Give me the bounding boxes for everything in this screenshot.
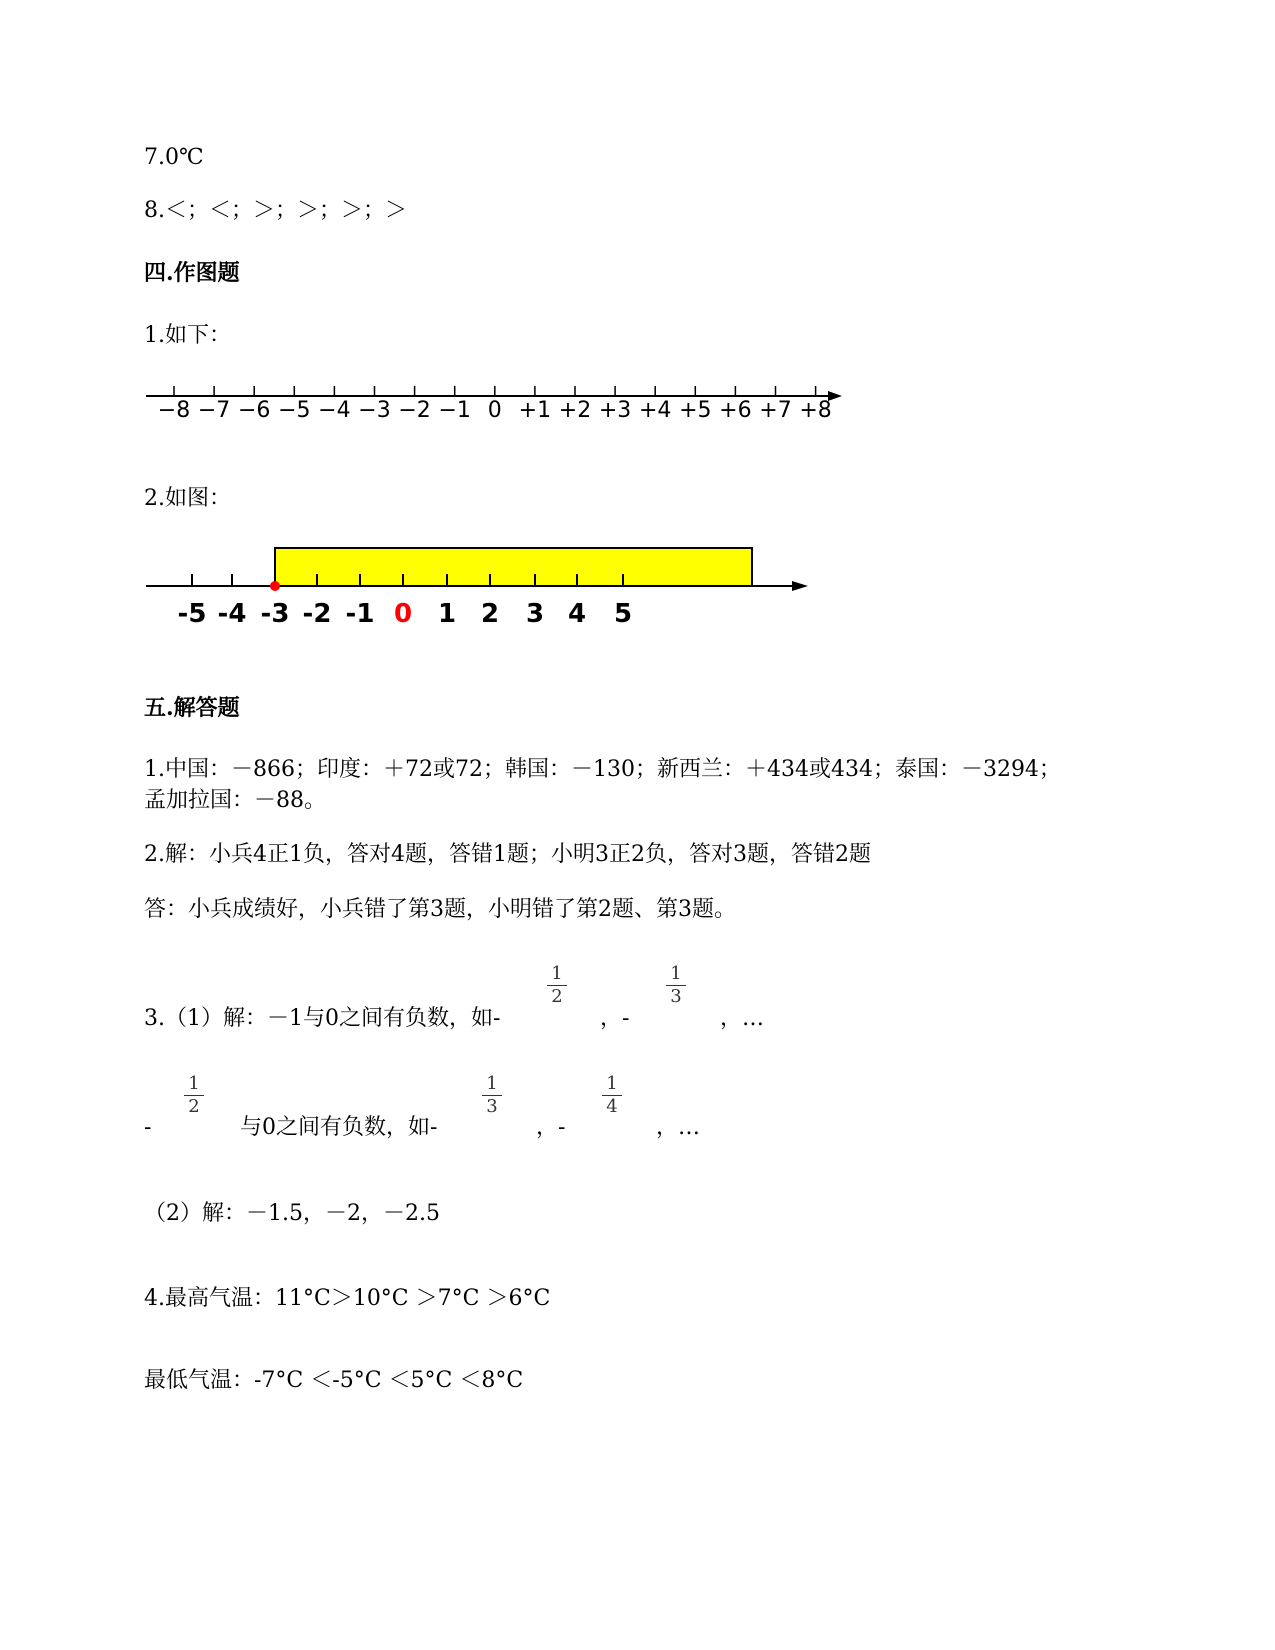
tick-label: −8 bbox=[157, 398, 191, 423]
s4-q2-label: 2.如图： bbox=[144, 486, 231, 511]
tick-label: −4 bbox=[318, 398, 351, 423]
fraction-1-2 bbox=[545, 964, 569, 1007]
tick-label: -5 bbox=[177, 599, 207, 629]
fraction-denominator: 2 bbox=[188, 1096, 200, 1117]
fraction-numerator: 1 bbox=[188, 1073, 200, 1094]
answer-8: 8.＜；＜；＞；＞；＞；＞ bbox=[144, 198, 407, 223]
tick-label: 2 bbox=[480, 599, 500, 629]
highlight-box bbox=[275, 548, 752, 586]
tick-label: +7 bbox=[759, 398, 792, 423]
answer-7: 7.0℃ bbox=[144, 145, 204, 170]
s5-q3-1b-sep: ，- bbox=[536, 1115, 566, 1140]
s5-q3-1-prefix: 3.（1）解：－1与0之间有负数，如- bbox=[144, 1006, 501, 1031]
fraction-numerator: 1 bbox=[606, 1073, 618, 1094]
marked-point bbox=[270, 581, 280, 591]
number-line-1 bbox=[140, 376, 850, 428]
tick-label: -2 bbox=[302, 599, 332, 629]
tick-label: +1 bbox=[518, 398, 552, 423]
tick-label: −1 bbox=[438, 398, 471, 423]
s5-q3-1b-end: ，… bbox=[656, 1115, 701, 1140]
fraction-denominator: 4 bbox=[606, 1096, 618, 1117]
fraction-1-4 bbox=[600, 1074, 624, 1117]
fraction-numerator: 1 bbox=[486, 1073, 498, 1094]
tick-label: +6 bbox=[719, 398, 752, 423]
tick-label: 5 bbox=[613, 599, 633, 629]
tick-label: -3 bbox=[260, 599, 290, 629]
tick-label: +2 bbox=[558, 398, 592, 423]
s5-q3-1-end: ，… bbox=[720, 1006, 765, 1031]
s5-q1-line1: 1.中国：－866；印度：＋72或72；韩国：－130；新西兰：＋434或434；泰国：－3294； bbox=[144, 757, 1061, 782]
fraction-denominator: 3 bbox=[486, 1096, 498, 1117]
section-5-title: 五.解答题 bbox=[144, 695, 240, 721]
arrow-head-icon bbox=[792, 581, 808, 591]
fraction-1-3 bbox=[480, 1074, 504, 1117]
fraction-numerator: 1 bbox=[551, 963, 563, 984]
s4-q1-label: 1.如下： bbox=[144, 323, 231, 348]
tick-label: −5 bbox=[278, 398, 311, 423]
fraction-numerator: 1 bbox=[670, 963, 682, 984]
tick-label: 3 bbox=[525, 599, 545, 629]
s5-q3-2: （2）解：－1.5，－2，－2.5 bbox=[144, 1201, 440, 1226]
fraction-denominator: 3 bbox=[670, 986, 682, 1007]
tick-label: −3 bbox=[358, 398, 391, 423]
tick-label: -1 bbox=[345, 599, 375, 629]
tick-label: +8 bbox=[799, 398, 832, 423]
tick-label: 0 bbox=[393, 599, 413, 629]
s5-q3-1-sep: ，- bbox=[600, 1006, 630, 1031]
fraction-1-2 bbox=[182, 1074, 206, 1117]
s5-q1-line2: 孟加拉国：－88。 bbox=[144, 788, 326, 813]
tick-label: -4 bbox=[217, 599, 247, 629]
tick-label: +3 bbox=[598, 398, 632, 423]
tick-label: 1 bbox=[437, 599, 457, 629]
tick-label: −7 bbox=[197, 398, 231, 423]
s5-q2-line1: 2.解：小兵4正1负，答对4题，答错1题；小明3正2负，答对3题，答错2题 bbox=[144, 842, 871, 867]
fraction-1-3 bbox=[664, 964, 688, 1007]
number-line-2 bbox=[140, 538, 820, 638]
s5-q3-1b-mid: 与0之间有负数，如- bbox=[240, 1115, 438, 1140]
fraction-denominator: 2 bbox=[551, 986, 563, 1007]
tick-label: 0 bbox=[487, 398, 502, 423]
tick-label: −2 bbox=[398, 398, 431, 423]
tick-label: +4 bbox=[638, 398, 672, 423]
s5-q4-line2: 最低气温：-7°C ＜-5°C ＜5°C ＜8°C bbox=[144, 1368, 524, 1393]
s5-q2-line2: 答：小兵成绩好，小兵错了第3题，小明错了第2题、第3题。 bbox=[144, 897, 736, 922]
s5-q4-line1: 4.最高气温：11°C＞10°C ＞7°C ＞6°C bbox=[144, 1286, 551, 1311]
tick-label: +5 bbox=[679, 398, 712, 423]
tick-label: −6 bbox=[237, 398, 271, 423]
s5-q3-1b-prefix: - bbox=[144, 1115, 152, 1140]
section-4-title: 四.作图题 bbox=[144, 260, 240, 286]
tick-label: 4 bbox=[567, 599, 587, 629]
